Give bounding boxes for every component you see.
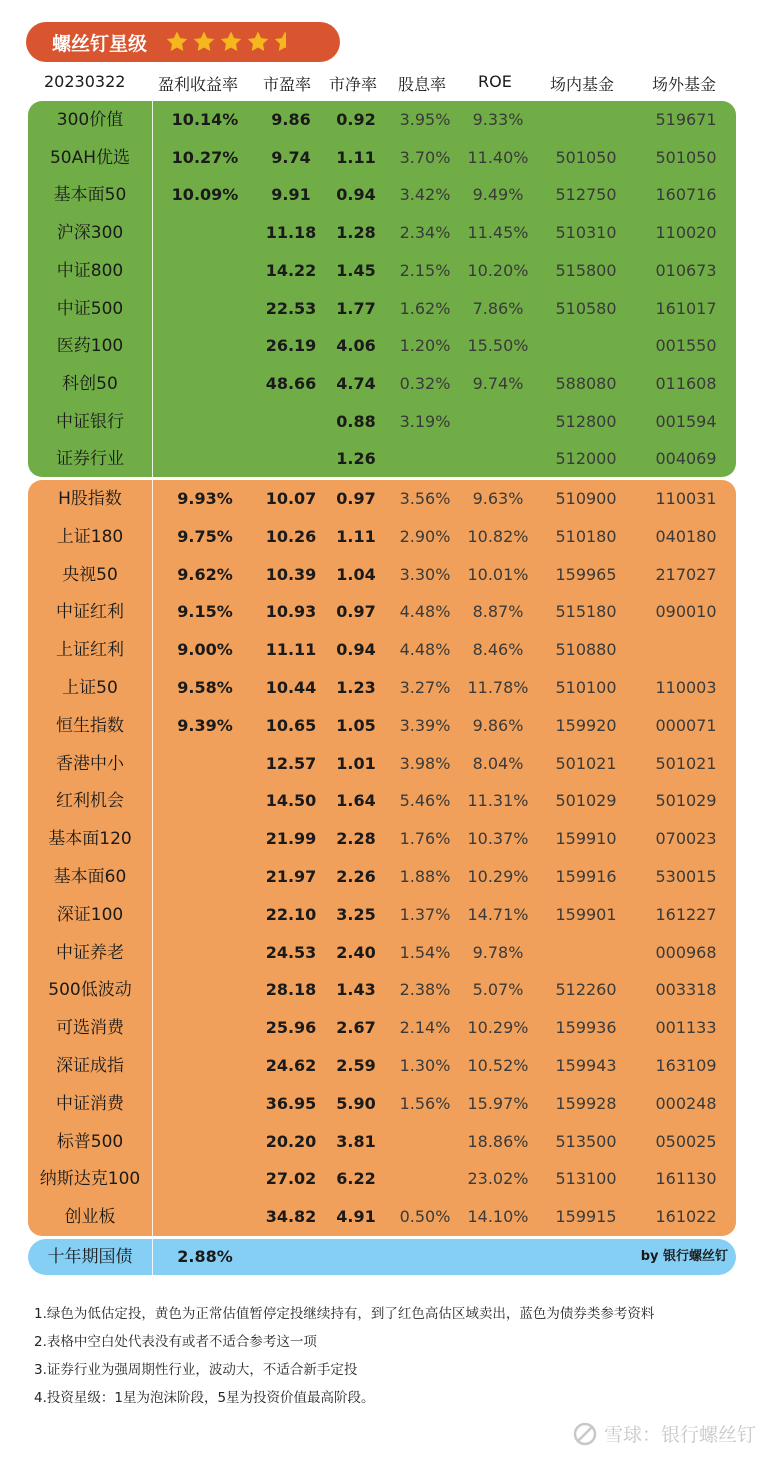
roe-value: 15.50% (467, 336, 529, 356)
badge-title: 螺丝钉星级 (52, 32, 148, 55)
onexchange-fund-code: 515180 (555, 602, 617, 622)
table-row (0, 1085, 776, 1123)
index-name: 基本面120 (48, 829, 132, 850)
otc-fund-code: 110003 (655, 678, 717, 697)
table-row (0, 440, 776, 478)
col-dividend-yield: 股息率 (398, 75, 447, 94)
dividend-yield: 1.20% (399, 336, 451, 356)
index-name: 基本面50 (53, 185, 127, 206)
pb-value: 1.77 (336, 298, 376, 318)
pe-value: 25.96 (265, 1018, 317, 1038)
otc-fund-code: 040180 (655, 526, 717, 546)
roe-value: 10.20% (467, 260, 529, 280)
otc-fund-code: 110020 (655, 223, 717, 243)
star-icon (246, 30, 270, 54)
dividend-yield: 2.14% (399, 1018, 451, 1038)
onexchange-fund-code: 512000 (555, 449, 617, 469)
roe-value: 10.29% (467, 867, 529, 886)
roe-value: 8.46% (472, 640, 524, 660)
pb-value: 2.40 (336, 942, 376, 962)
index-name: 沪深300 (56, 223, 124, 244)
dividend-yield: 0.50% (399, 1207, 451, 1227)
roe-value: 15.97% (467, 1093, 529, 1113)
pe-value: 10.65 (265, 715, 317, 735)
pb-value: 1.64 (336, 791, 376, 811)
pe-value: 36.95 (265, 1093, 317, 1113)
table-row (0, 176, 776, 214)
pb-value: 0.92 (336, 110, 376, 129)
roe-value: 10.52% (467, 1056, 529, 1075)
otc-fund-code: 000968 (655, 942, 717, 962)
pb-value: 4.91 (336, 1207, 376, 1227)
onexchange-fund-code: 513100 (555, 1169, 617, 1189)
pb-value: 1.23 (336, 678, 376, 697)
note-item: 2.表格中空白处代表没有或者不适合参考这一项 (34, 1334, 317, 1350)
table-row (0, 1198, 776, 1236)
pb-value: 3.25 (336, 904, 376, 924)
otc-fund-code: 501050 (655, 147, 717, 167)
index-name: 中证800 (56, 260, 124, 281)
table-row (0, 290, 776, 328)
pb-value: 4.74 (336, 373, 376, 393)
onexchange-fund-code: 512750 (555, 185, 617, 205)
watermark (572, 1420, 756, 1447)
pe-value: 12.57 (265, 753, 317, 773)
table-row (0, 1009, 776, 1047)
otc-fund-code: 530015 (655, 867, 717, 886)
pb-value: 6.22 (336, 1169, 376, 1189)
onexchange-fund-code: 588080 (555, 373, 617, 393)
pe-value: 34.82 (265, 1207, 317, 1227)
author-credit: by 银行螺丝钉 (640, 1249, 728, 1264)
onexchange-fund-code: 159936 (555, 1018, 617, 1038)
index-name: 纳斯达克100 (39, 1169, 141, 1190)
pb-value: 2.28 (336, 829, 376, 849)
pe-value: 26.19 (265, 336, 317, 356)
onexchange-fund-code: 501050 (555, 147, 617, 167)
pe-value: 11.11 (265, 640, 317, 660)
bond-earnings-yield: 2.88% (177, 1247, 233, 1266)
otc-fund-code: 163109 (655, 1056, 717, 1075)
table-row (0, 858, 776, 896)
otc-fund-code: 161130 (655, 1169, 717, 1189)
onexchange-fund-code: 159915 (555, 1207, 617, 1227)
index-name: 证券行业 (56, 449, 124, 470)
dividend-yield: 1.37% (399, 904, 451, 924)
table-row (0, 365, 776, 403)
roe-value: 10.82% (467, 526, 529, 546)
col-pe: 市盈率 (263, 75, 312, 94)
earnings-yield: 9.15% (177, 602, 233, 622)
pb-value: 1.04 (336, 564, 376, 584)
index-name: 标普500 (56, 1131, 124, 1152)
onexchange-fund-code: 159920 (555, 715, 617, 735)
dividend-yield: 2.38% (399, 980, 451, 1000)
pe-value: 24.62 (265, 1056, 317, 1075)
dividend-yield: 4.48% (399, 640, 451, 660)
table-row (0, 139, 776, 177)
otc-fund-code: 001550 (655, 336, 717, 356)
otc-fund-code: 011608 (655, 373, 717, 393)
roe-value: 10.29% (467, 1018, 529, 1038)
pe-value: 24.53 (265, 942, 317, 962)
pb-value: 2.26 (336, 867, 376, 886)
index-name: 500低波动 (48, 980, 132, 1001)
pb-value: 2.67 (336, 1018, 376, 1038)
otc-fund-code: 161022 (655, 1207, 717, 1227)
note-item: 3.证券行业为强周期性行业，波动大，不适合新手定投 (34, 1362, 358, 1378)
onexchange-fund-code: 513500 (555, 1131, 617, 1151)
earnings-yield: 9.00% (177, 640, 233, 660)
pb-value: 3.81 (336, 1131, 376, 1151)
otc-fund-code: 090010 (655, 602, 717, 622)
pb-value: 2.59 (336, 1056, 376, 1075)
dividend-yield: 1.54% (399, 942, 451, 962)
table-row (0, 252, 776, 290)
roe-value: 9.49% (472, 185, 524, 205)
pb-value: 1.45 (336, 260, 376, 280)
pe-value: 9.91 (271, 185, 311, 205)
roe-value: 8.87% (472, 602, 524, 622)
dividend-yield: 3.39% (399, 715, 451, 735)
pb-value: 5.90 (336, 1093, 376, 1113)
index-name: 上证50 (62, 678, 118, 698)
col-pb: 市净率 (329, 75, 378, 94)
roe-value: 11.78% (467, 678, 529, 697)
roe-value: 9.78% (472, 942, 524, 962)
earnings-yield: 10.14% (171, 110, 239, 129)
col-earnings-yield: 盈利收益率 (158, 75, 239, 94)
otc-fund-code: 160716 (655, 185, 717, 205)
index-name: 可选消费 (56, 1018, 124, 1039)
onexchange-fund-code: 510880 (555, 640, 617, 660)
index-name: 上证180 (56, 526, 124, 547)
table-row (0, 480, 776, 518)
dividend-yield: 1.56% (399, 1093, 451, 1113)
index-name: 红利机会 (56, 791, 124, 812)
pb-value: 1.05 (336, 715, 376, 735)
index-name: 中证养老 (56, 942, 124, 963)
pb-value: 0.97 (336, 602, 376, 622)
star-icon (219, 30, 243, 54)
pe-value: 10.44 (265, 678, 317, 697)
index-name: 中证红利 (56, 602, 124, 623)
dividend-yield: 3.19% (399, 411, 451, 431)
roe-value: 9.63% (472, 489, 524, 508)
pe-value: 10.39 (265, 564, 317, 584)
pb-value: 1.01 (336, 753, 376, 773)
roe-value: 5.07% (472, 980, 524, 1000)
table-row (0, 971, 776, 1009)
pb-value: 1.11 (336, 526, 376, 546)
index-name: H股指数 (58, 489, 122, 509)
roe-value: 10.37% (467, 829, 529, 849)
otc-fund-code: 519671 (655, 110, 717, 129)
index-name: 科创50 (62, 373, 118, 394)
onexchange-fund-code: 512800 (555, 411, 617, 431)
table-row (0, 934, 776, 972)
earnings-yield: 9.62% (177, 564, 233, 584)
roe-value: 11.45% (467, 223, 529, 243)
pe-value: 10.26 (265, 526, 317, 546)
pe-value: 22.53 (265, 298, 317, 318)
pb-value: 1.43 (336, 980, 376, 1000)
pe-value: 9.86 (271, 110, 311, 129)
star-rating (165, 30, 297, 54)
table-row (0, 593, 776, 631)
table-row (0, 782, 776, 820)
table-row (0, 1160, 776, 1198)
otc-fund-code: 501021 (655, 753, 717, 773)
bond-name: 十年期国债 (47, 1247, 133, 1267)
index-name: 50AH优选 (49, 147, 131, 168)
index-name: 创业板 (64, 1207, 116, 1228)
otc-fund-code: 000071 (655, 715, 717, 735)
dividend-yield: 3.30% (399, 564, 451, 584)
onexchange-fund-code: 510100 (555, 678, 617, 697)
onexchange-fund-code: 159901 (555, 904, 617, 924)
star-icon (165, 30, 189, 54)
roe-value: 11.31% (467, 791, 529, 811)
col-otc-fund: 场外基金 (652, 75, 717, 94)
index-name: 恒生指数 (56, 715, 124, 736)
table-header (0, 72, 776, 96)
table-row (0, 669, 776, 707)
pe-value: 27.02 (265, 1169, 317, 1189)
table-row (0, 707, 776, 745)
roe-value: 9.74% (472, 373, 524, 393)
dividend-yield: 2.15% (399, 260, 451, 280)
otc-fund-code: 010673 (655, 260, 717, 280)
otc-fund-code: 001594 (655, 411, 717, 431)
pe-value: 22.10 (265, 904, 317, 924)
half-star-icon (273, 30, 297, 54)
dividend-yield: 3.56% (399, 489, 451, 508)
otc-fund-code: 217027 (655, 564, 717, 584)
earnings-yield: 9.93% (177, 489, 233, 508)
onexchange-fund-code: 159965 (555, 564, 617, 584)
dividend-yield: 3.27% (399, 678, 451, 697)
roe-value: 11.40% (467, 147, 529, 167)
dividend-yield: 1.62% (399, 298, 451, 318)
pe-value: 21.97 (265, 867, 317, 886)
watermark-text: 雪球：银行螺丝钉 (603, 1424, 756, 1446)
otc-fund-code: 110031 (655, 489, 717, 508)
roe-value: 8.04% (472, 753, 524, 773)
earnings-yield: 9.39% (177, 715, 233, 735)
earnings-yield: 9.58% (177, 678, 233, 697)
table-row (0, 820, 776, 858)
pb-value: 0.94 (336, 640, 376, 660)
col-onexchange-fund: 场内基金 (550, 75, 615, 94)
table-row (0, 1123, 776, 1161)
xueqiu-logo-icon (572, 1421, 598, 1447)
dividend-yield: 5.46% (399, 791, 451, 811)
table-row (0, 1047, 776, 1085)
pe-value: 20.20 (265, 1131, 317, 1151)
pe-value: 21.99 (265, 829, 317, 849)
index-name: 基本面60 (53, 867, 127, 887)
roe-value: 9.33% (472, 110, 524, 129)
pb-value: 1.26 (336, 449, 376, 469)
dividend-yield: 1.88% (399, 867, 451, 886)
pb-value: 0.94 (336, 185, 376, 205)
pe-value: 28.18 (265, 980, 317, 1000)
index-name: 深证成指 (56, 1056, 124, 1076)
onexchange-fund-code: 159916 (555, 867, 617, 886)
dividend-yield: 1.76% (399, 829, 451, 849)
onexchange-fund-code: 515800 (555, 260, 617, 280)
roe-value: 9.86% (472, 715, 524, 735)
pb-value: 1.11 (336, 147, 376, 167)
index-name: 中证银行 (56, 411, 124, 432)
table-row (0, 745, 776, 783)
onexchange-fund-code: 159910 (555, 829, 617, 849)
table-row (0, 556, 776, 594)
onexchange-fund-code: 510900 (555, 489, 617, 508)
table-row (0, 631, 776, 669)
table-row (0, 518, 776, 556)
index-name: 央视50 (62, 564, 118, 585)
pe-value: 11.18 (265, 223, 317, 243)
dividend-yield: 0.32% (399, 373, 451, 393)
table-row (0, 101, 776, 139)
index-name: 深证100 (56, 904, 124, 925)
earnings-yield: 9.75% (177, 526, 233, 546)
otc-fund-code: 050025 (655, 1131, 717, 1151)
dividend-yield: 3.95% (399, 110, 451, 129)
table-row (0, 327, 776, 365)
roe-value: 18.86% (467, 1131, 529, 1151)
onexchange-fund-code: 510580 (555, 298, 617, 318)
index-name: 中证消费 (56, 1093, 124, 1114)
dividend-yield: 3.70% (399, 147, 451, 167)
pb-value: 0.97 (336, 489, 376, 508)
dividend-yield: 2.90% (399, 526, 451, 546)
roe-value: 10.01% (467, 564, 529, 584)
index-name: 300价值 (56, 110, 124, 130)
dividend-yield: 3.98% (399, 753, 451, 773)
pe-value: 10.07 (265, 489, 317, 508)
dividend-yield: 4.48% (399, 602, 451, 622)
otc-fund-code: 070023 (655, 829, 717, 849)
earnings-yield: 10.09% (171, 185, 239, 205)
onexchange-fund-code: 501021 (555, 753, 617, 773)
pb-value: 1.28 (336, 223, 376, 243)
note-item: 4.投资星级：1星为泡沫阶段，5星为投资价值最高阶段。 (34, 1390, 375, 1406)
star-icon (192, 30, 216, 54)
index-name: 上证红利 (56, 640, 124, 661)
table-row (0, 896, 776, 934)
roe-value: 14.10% (467, 1207, 529, 1227)
notes (34, 1300, 754, 1412)
col-roe: ROE (478, 72, 512, 91)
onexchange-fund-code: 501029 (555, 791, 617, 811)
pe-value: 10.93 (265, 602, 317, 622)
table-row (0, 214, 776, 252)
pb-value: 4.06 (336, 336, 376, 356)
pe-value: 9.74 (271, 147, 311, 167)
otc-fund-code: 001133 (655, 1018, 717, 1038)
otc-fund-code: 003318 (655, 980, 717, 1000)
dividend-yield: 3.42% (399, 185, 451, 205)
table-row (0, 403, 776, 441)
pe-value: 48.66 (265, 373, 317, 393)
onexchange-fund-code: 159943 (555, 1056, 617, 1075)
pb-value: 0.88 (336, 411, 376, 431)
pe-value: 14.50 (265, 791, 317, 811)
onexchange-fund-code: 512260 (555, 980, 617, 1000)
index-name: 医药100 (56, 336, 124, 357)
otc-fund-code: 161017 (655, 298, 717, 318)
roe-value: 14.71% (467, 904, 529, 924)
earnings-yield: 10.27% (171, 147, 239, 167)
date-label: 20230322 (44, 72, 126, 91)
roe-value: 23.02% (467, 1169, 529, 1189)
pe-value: 14.22 (265, 260, 317, 280)
otc-fund-code: 004069 (655, 449, 717, 469)
star-rating-badge (26, 22, 340, 62)
roe-value: 7.86% (472, 298, 524, 318)
dividend-yield: 2.34% (399, 223, 451, 243)
onexchange-fund-code: 510180 (555, 526, 617, 546)
onexchange-fund-code: 510310 (555, 223, 617, 243)
onexchange-fund-code: 159928 (555, 1093, 617, 1113)
otc-fund-code: 000248 (655, 1093, 717, 1113)
note-item: 1.绿色为低估定投，黄色为正常估值暂停定投继续持有，到了红色高估区域卖出，蓝色为债券类参考资料 (34, 1306, 655, 1322)
index-name: 中证500 (56, 298, 124, 319)
dividend-yield: 1.30% (399, 1056, 451, 1075)
otc-fund-code: 501029 (655, 791, 717, 811)
index-name: 香港中小 (56, 753, 124, 774)
otc-fund-code: 161227 (655, 904, 717, 924)
